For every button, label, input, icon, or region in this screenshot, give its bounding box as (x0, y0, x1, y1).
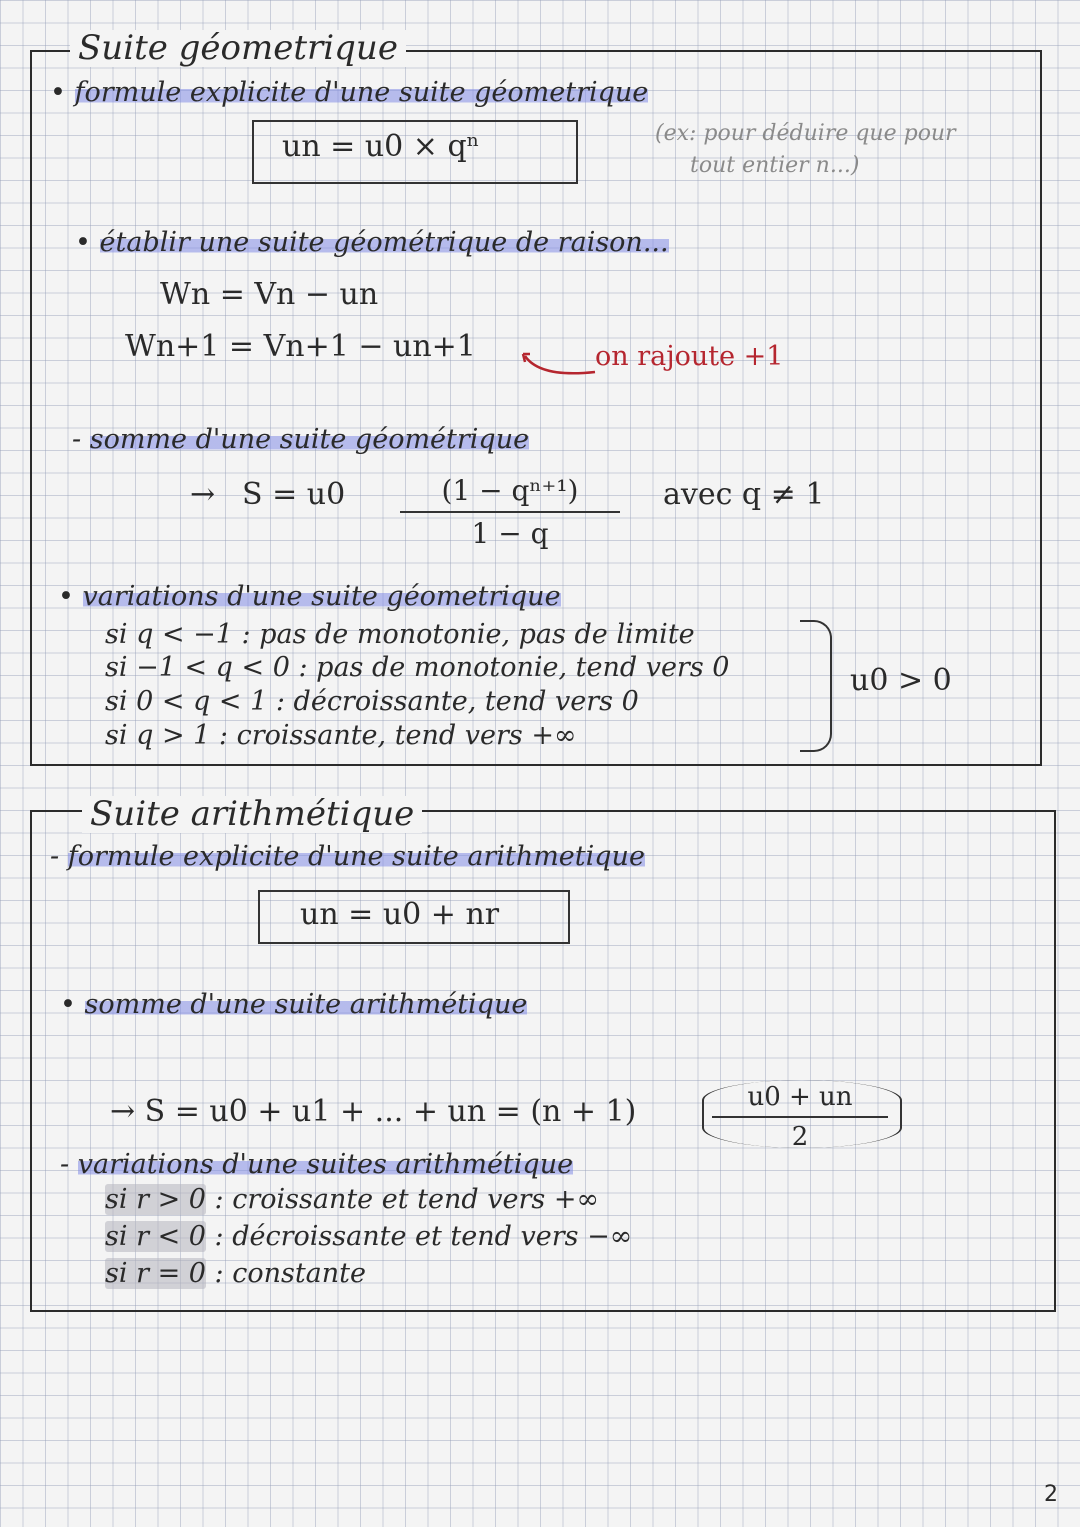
arithmetic-sum-fraction (712, 1082, 888, 1152)
pencil-note-line-1: (ex: pour déduire que pour (655, 121, 956, 146)
variation-condition: u0 > 0 (850, 663, 952, 698)
w-next-definition: Wn+1 = Vn+1 − un+1 (125, 329, 476, 364)
geometric-title: Suite géometrique (70, 30, 406, 67)
arithmetic-box-bottom (30, 1310, 1054, 1312)
fraction-bar (712, 1116, 888, 1118)
arithmetic-variations-heading: - variations d'une suites arithmétique (60, 1149, 574, 1180)
arithmetic-explicit-formula: un = u0 + nr (300, 897, 500, 932)
arithmetic-explicit-heading: - formule explicite d'une suite arithmetique (50, 841, 645, 872)
geometric-variation-line: si q > 1 : croissante, tend vers +∞ (105, 720, 577, 751)
red-note: on rajoute +1 (595, 341, 784, 372)
w-definition: Wn = Vn − un (160, 277, 379, 312)
arithmetic-title: Suite arithmétique (82, 796, 422, 833)
page-number: 2 (1044, 1482, 1058, 1507)
geometric-sum-lhs: S = u0 (242, 477, 346, 512)
establish-heading: • établir une suite géométrique de raison... (75, 227, 669, 258)
pencil-note-line-2: tout entier n...) (690, 153, 860, 178)
red-arrow-icon (520, 350, 600, 380)
sum-arrow: → (190, 477, 216, 512)
geometric-sum-heading: - somme d'une suite géométrique (72, 424, 530, 455)
right-brace-icon (800, 620, 832, 752)
geometric-variation-line: si 0 < q < 1 : décroissante, tend vers 0 (105, 686, 639, 717)
geometric-variation-line: si −1 < q < 0 : pas de monotonie, tend vers 0 (105, 652, 730, 683)
arithmetic-sum-numerator: u0 + un (747, 1082, 853, 1112)
geometric-variation-line: si q < −1 : pas de monotonie, pas de limite (105, 619, 695, 650)
geometric-variations-heading: • variations d'une suite géometrique (58, 581, 561, 612)
geometric-sum-numerator: (1 − qⁿ⁺¹) (441, 474, 579, 507)
geometric-sum-condition: avec q ≠ 1 (663, 477, 825, 512)
geometric-explicit-formula: un = u0 × qⁿ (282, 129, 480, 164)
arithmetic-variation-line: si r = 0 : constante (105, 1258, 367, 1289)
fraction-bar (400, 511, 620, 513)
geometric-sum-fraction (400, 474, 620, 550)
arithmetic-variation-line: si r < 0 : décroissante et tend vers −∞ (105, 1221, 633, 1252)
arithmetic-sum-denominator: 2 (791, 1122, 809, 1152)
arithmetic-sum-lhs: → S = u0 + u1 + ... + un = (n + 1) (110, 1094, 637, 1129)
geometric-sum-denominator: 1 − q (471, 517, 549, 550)
geometric-explicit-heading: • formule explicite d'une suite géometrique (50, 77, 649, 108)
arithmetic-sum-heading: • somme d'une suite arithmétique (60, 989, 528, 1020)
arithmetic-variation-line: si r > 0 : croissante et tend vers +∞ (105, 1184, 599, 1215)
